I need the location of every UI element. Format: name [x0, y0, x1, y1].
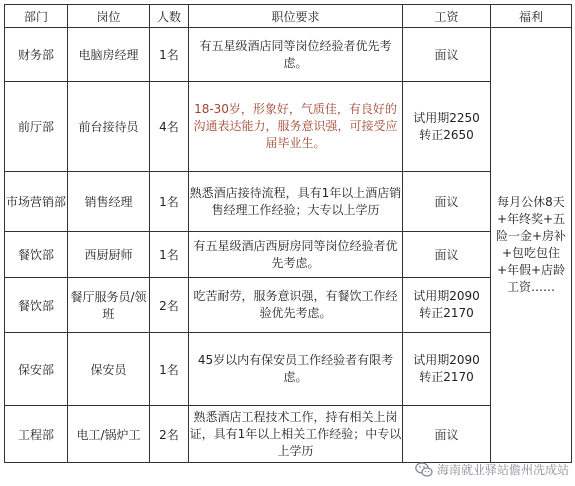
wechat-icon	[415, 462, 433, 478]
header-position: 岗位	[68, 5, 150, 28]
department-cell: 餐饮部	[5, 278, 68, 333]
position-cell: 电脑房经理	[68, 28, 150, 82]
count-cell: 2名	[150, 278, 189, 333]
requirement-cell: 18-30岁，形象好，气质佳，有良好的沟通表达能力，服务意识强，可接受应届毕业生。	[189, 82, 403, 172]
count-cell: 2名	[150, 406, 189, 463]
department-cell: 餐饮部	[5, 232, 68, 278]
position-cell: 保安员	[68, 333, 150, 406]
requirement-cell: 有五星级酒店同等岗位经验者优先考虑。	[189, 28, 403, 82]
table-row	[5, 28, 572, 82]
count-cell: 1名	[150, 333, 189, 406]
department-cell: 工程部	[5, 406, 68, 463]
department-cell: 市场营销部	[5, 172, 68, 232]
requirement-cell: 有五星级酒店西厨房同等岗位经验者优先考虑。	[189, 232, 403, 278]
table-row	[5, 333, 572, 406]
salary-cell: 面议	[403, 232, 491, 278]
salary-cell: 面议	[403, 172, 491, 232]
count-cell: 1名	[150, 172, 189, 232]
count-cell: 1名	[150, 28, 189, 82]
requirement-cell: 吃苦耐劳，服务意识强，有餐饮工作经验优先考虑。	[189, 278, 403, 333]
position-cell: 西厨厨师	[68, 232, 150, 278]
table-row	[5, 172, 572, 232]
recruitment-table	[4, 4, 572, 463]
watermark	[415, 461, 569, 478]
salary-regular: 转正2170	[419, 306, 474, 320]
benefits-cell: 每月公休8天+年终奖+五险一金+房补+包吃包住+年假+店龄工资……	[491, 28, 572, 463]
count-cell: 4名	[150, 82, 189, 172]
department-cell: 前厅部	[5, 82, 68, 172]
header-requirements: 职位要求	[189, 5, 403, 28]
position-cell: 电工/锅炉工	[68, 406, 150, 463]
header-count: 人数	[150, 5, 189, 28]
salary-probation: 试用期2250	[413, 110, 480, 125]
requirement-cell: 45岁以内有保安员工作经验者有限考虑。	[189, 333, 403, 406]
table-row	[5, 82, 572, 172]
requirement-cell: 熟悉酒店工程技术工作，持有相关上岗证，具有1年以上相关工作经验；中专以上学历	[189, 406, 403, 463]
position-cell: 餐厅服务员/领班	[68, 278, 150, 333]
table-row	[5, 232, 572, 278]
salary-cell	[403, 278, 491, 333]
table-row	[5, 278, 572, 333]
table-row	[5, 406, 572, 463]
watermark-text: 海南就业驿站儋州冼成站	[436, 463, 569, 477]
position-cell: 前台接待员	[68, 82, 150, 172]
salary-probation: 试用期2090	[413, 289, 480, 303]
header-benefits: 福利	[491, 5, 572, 28]
header-salary: 工资	[403, 5, 491, 28]
count-cell: 1名	[150, 232, 189, 278]
salary-regular: 转正2650	[419, 127, 474, 142]
salary-cell: 面议	[403, 28, 491, 82]
salary-probation: 试用期2090	[413, 353, 480, 367]
position-cell: 销售经理	[68, 172, 150, 232]
header-department: 部门	[5, 5, 68, 28]
salary-cell: 面议	[403, 406, 491, 463]
requirement-cell: 熟悉酒店接待流程，具有1年以上酒店销售经理工作经验；大专以上学历	[189, 172, 403, 232]
salary-cell	[403, 82, 491, 172]
department-cell: 财务部	[5, 28, 68, 82]
salary-regular: 转正2170	[419, 370, 474, 384]
department-cell: 保安部	[5, 333, 68, 406]
header-row	[5, 5, 572, 28]
salary-cell	[403, 333, 491, 406]
